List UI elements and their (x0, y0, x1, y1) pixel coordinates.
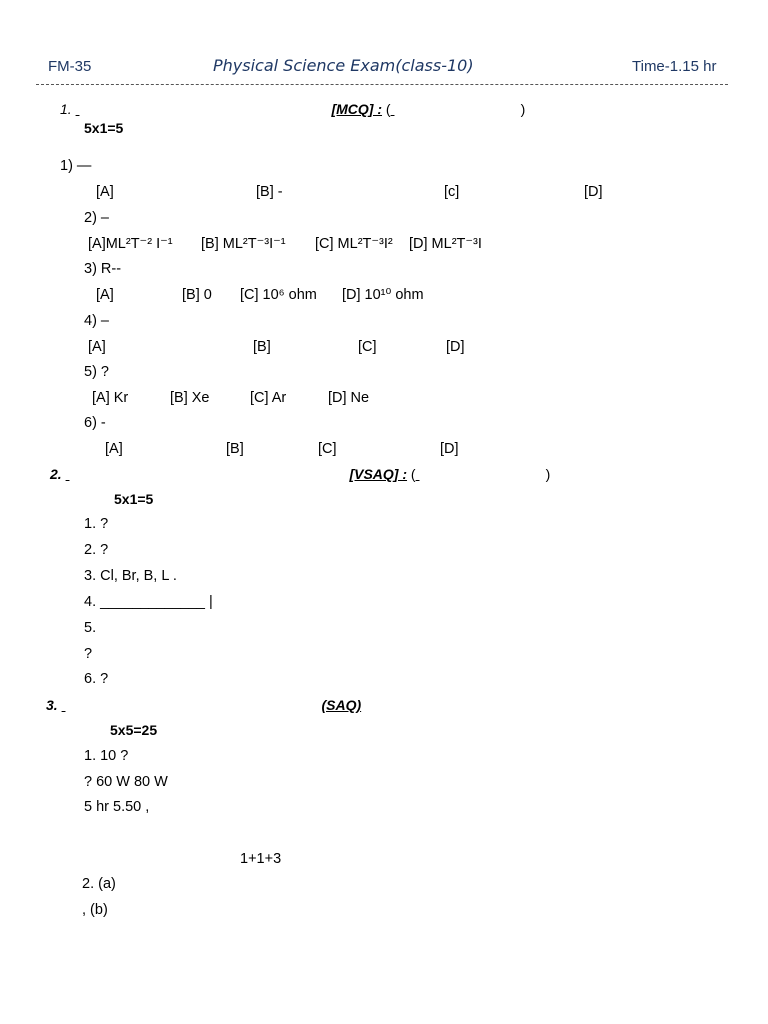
vsaq-question-2: 2. ? (84, 542, 109, 558)
mcq-1-option-c: [c] (444, 184, 460, 200)
section-title-bengali (66, 466, 346, 482)
vsaq-question-3: 3. Cl, Br, B, L . (84, 568, 177, 584)
mcq-4-option-b: [B] (253, 339, 271, 355)
section-1-marks: 5x1=5 (84, 120, 124, 136)
section-2-marks: 5x1=5 (114, 491, 154, 507)
mcq-question-1: 1) — (60, 158, 92, 174)
mcq-5-option-b: [B] Xe (170, 390, 210, 406)
section-1-heading (60, 101, 525, 117)
section-number: 1. (60, 101, 72, 117)
mcq-1-option-d: [D] (584, 184, 603, 200)
mcq-3-option-c: [C] 10⁶ ohm (240, 287, 317, 303)
vsaq-question-1: 1. ? (84, 516, 109, 532)
mcq-question-6: 6) - (84, 415, 106, 431)
mcq-2-option-a: [A]ML²T⁻² I⁻¹ (88, 236, 173, 252)
mcq-4-option-c: [C] (358, 339, 377, 355)
mcq-question-2: 2) – (84, 210, 109, 226)
mcq-3-option-b: [B] 0 (182, 287, 212, 303)
exam-time: Time-1.15 hr (632, 58, 717, 75)
saq-question-2-line-1: 2. (a) (82, 876, 116, 892)
section-title-bengali (76, 101, 328, 117)
vsaq-question-6: 6. ? (84, 671, 109, 687)
mcq-5-option-d: [D] Ne (328, 390, 370, 406)
section-3-marks: 5x5=25 (110, 722, 158, 738)
mcq-question-4: 4) – (84, 313, 109, 329)
mcq-question-3: 3) R-- (84, 261, 122, 277)
section-note-open: ( (385, 101, 391, 117)
mcq-3-option-a: [A] (96, 287, 114, 303)
mcq-4-option-a: [A] (88, 339, 106, 355)
exam-title: Physical Science Exam(class-10) (213, 56, 474, 75)
section-note-open: ( (410, 466, 416, 482)
section-number: 2. (50, 466, 62, 482)
saq-question-1-marks: 1+1+3 (240, 851, 282, 867)
mcq-6-option-c: [C] (318, 441, 337, 457)
section-note-bengali (391, 101, 521, 117)
header-divider (36, 84, 728, 85)
section-note-bengali (416, 466, 546, 482)
mcq-question-5: 5) ? (84, 364, 109, 380)
vsaq-question-5: 5. (84, 620, 97, 636)
mcq-2-option-c: [C] ML²T⁻³I² (315, 236, 393, 252)
saq-question-1-line-2: ? 60 W 80 W (84, 774, 168, 790)
vsaq-question-5-cont: ? (84, 646, 93, 662)
exam-code: FM-35 (48, 58, 92, 75)
section-type: (SAQ) (321, 697, 362, 713)
section-2-heading (50, 466, 550, 482)
saq-question-1-line-3: 5 hr 5.50 , (84, 799, 150, 815)
section-number: 3. (46, 697, 58, 713)
mcq-6-option-a: [A] (105, 441, 123, 457)
mcq-6-option-b: [B] (226, 441, 244, 457)
mcq-5-option-a: [A] Kr (92, 390, 129, 406)
section-type: [MCQ] : (331, 101, 383, 117)
mcq-1-option-a: [A] (96, 184, 114, 200)
mcq-6-option-d: [D] (440, 441, 459, 457)
mcq-2-option-b: [B] ML²T⁻³I⁻¹ (201, 236, 286, 252)
mcq-3-option-d: [D] 10¹⁰ ohm (342, 287, 424, 303)
saq-question-2-line-2: , (b) (82, 902, 108, 918)
mcq-4-option-d: [D] (446, 339, 465, 355)
section-note-close: ) (520, 101, 526, 117)
mcq-2-option-d: [D] ML²T⁻³I (409, 236, 482, 252)
section-3-heading (46, 697, 361, 713)
mcq-1-option-b: [B] - (256, 184, 283, 200)
section-type: [VSAQ] : (349, 466, 408, 482)
section-title-bengali (62, 697, 318, 713)
saq-question-1-line-1: 1. 10 ? (84, 748, 129, 764)
section-note-close: ) (545, 466, 551, 482)
vsaq-question-4: 4. _____________ | (84, 594, 213, 610)
mcq-5-option-c: [C] Ar (250, 390, 287, 406)
